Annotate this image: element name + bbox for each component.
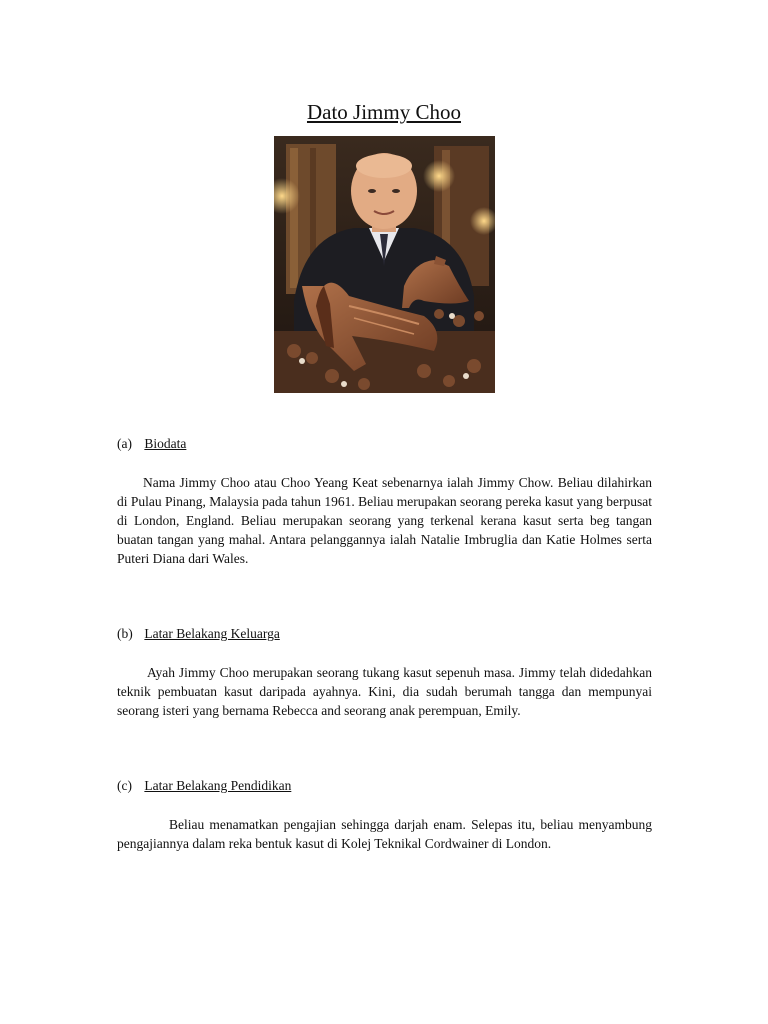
section-title: Latar Belakang Pendidikan — [144, 778, 292, 793]
section-heading-family — [117, 626, 280, 642]
section-label: (c) — [117, 778, 132, 793]
section-label: (a) — [117, 436, 132, 451]
family-paragraph: Ayah Jimmy Choo merupakan seorang tukang kasut sepenuh masa. Jimmy telah didedahkan teknik pembuatan kasut daripada ayahnya. Kini, dia sudah berumah tangga dan mempunyai seorang isteri yang bernama Rebecca and seorang anak perempuan, Emily. — [117, 665, 652, 718]
section-heading-biodata — [117, 436, 186, 452]
section-heading-education — [117, 778, 291, 794]
section-title: Biodata — [144, 436, 187, 451]
biodata-paragraph: Nama Jimmy Choo atau Choo Yeang Keat sebenarnya ialah Jimmy Chow. Beliau dilahirkan di Pulau Pinang, Malaysia pada tahun 1961. Beliau merupakan seorang pereka kasut yang berpusat di London, England. Beliau merupakan seorang yang terkenal kerana kasut serta beg tangan buatan tangan yang mahal. Antara pelanggannya ialah Natalie Imbruglia dan Katie Holmes serta Puteri Diana dari Wales. — [117, 475, 652, 566]
section-label: (b) — [117, 626, 133, 641]
page-title: Dato Jimmy Choo — [306, 100, 461, 124]
portrait-photo — [274, 136, 495, 393]
education-paragraph: Beliau menamatkan pengajian sehingga darjah enam. Selepas itu, beliau menyambung pengajiannya dalam reka bentuk kasut di Kolej Teknikal Cordwainer di London. — [117, 817, 652, 851]
section-title: Latar Belakang Keluarga — [144, 626, 280, 641]
